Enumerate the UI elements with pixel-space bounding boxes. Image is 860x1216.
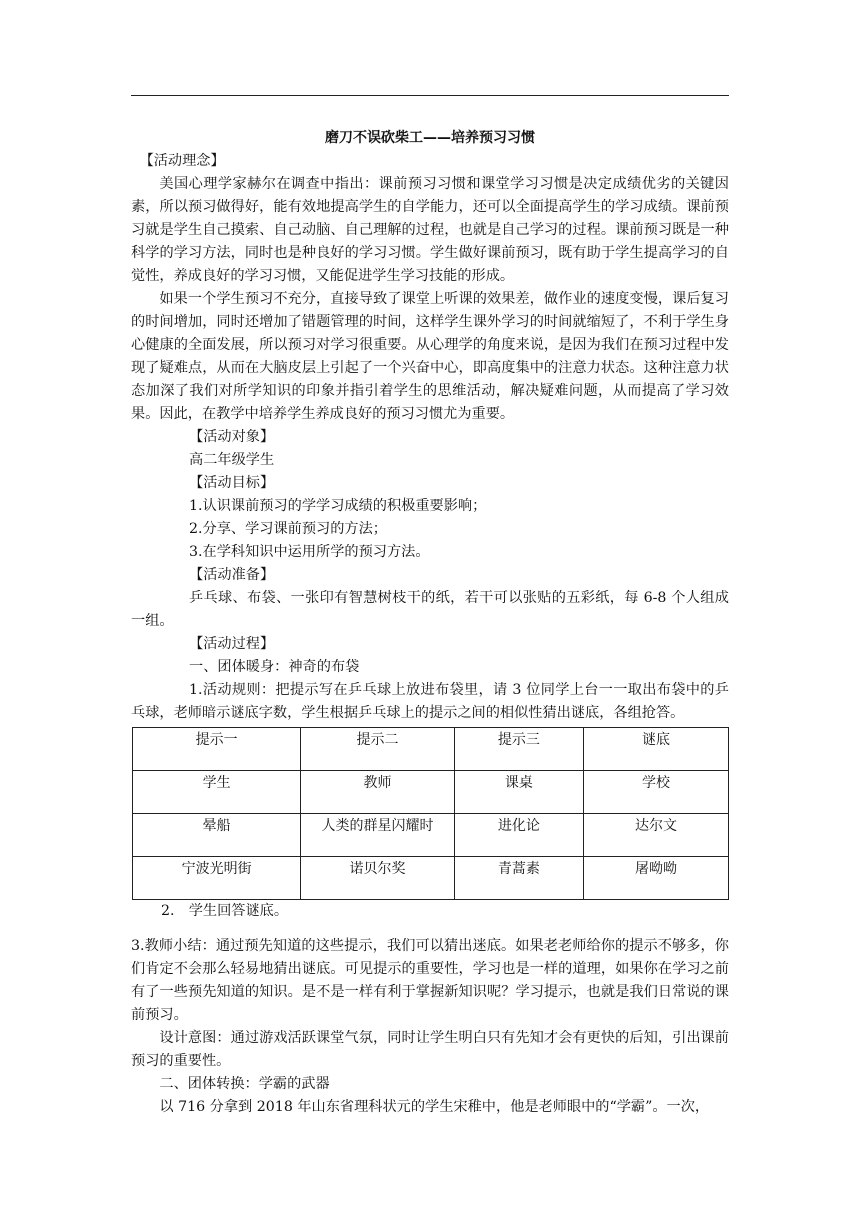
step-3-summary: 3.教师小结：通过预先知道的这些提示，我们可以猜出迷底。如果老老师给你的提示不够多，你们肯定不会那么轻易地猜出谜底。可见提示的重要性，学习也是一样的道理，如果你在学习之前有了一些预先知道的知识。是不是一样有利于掌握新知识呢？学习提示，也就是我们日常说的课前预习。 [131, 938, 729, 1023]
table-cell: 诺贝尔奖 [301, 857, 454, 900]
prep-heading: 【活动准备】 [189, 567, 275, 583]
table-header-row [133, 728, 729, 771]
table-cell: 课桌 [454, 771, 583, 814]
table-cell: 教师 [301, 771, 454, 814]
riddle-table [132, 727, 729, 900]
table-cell: 青蒿素 [454, 857, 583, 900]
table-row [133, 771, 729, 814]
table-row [133, 814, 729, 857]
table-cell: 达尔文 [583, 814, 728, 857]
table-header-cell: 谜底 [583, 728, 728, 771]
table-cell: 学生 [133, 771, 301, 814]
header-rule [131, 95, 729, 96]
document-title: 磨刀不误砍柴工——培养预习习惯 [325, 130, 535, 146]
concept-heading: 【活动理念】 [139, 153, 225, 169]
concept-paragraph-1: 美国心理学家赫尔在调查中指出：课前预习习惯和课堂学习习惯是决定成绩优劣的关键因素，所以预习做得好，能有效地提高学生的自学能力，还可以全面提高学生的学习成绩。课前预习就是学生自己摸索、自己动脑、自己理解的过程，也就是自己学习的过程。课前预习既是一种科学的学习方法，同时也是种良好的学习习惯。学生做好课前预习，既有助于学生提高学习的自觉性，养成良好的学习习惯，又能促进学生学习技能的形成。 [131, 176, 729, 284]
section-1-heading: 一、团体暖身：神奇的布袋 [189, 659, 360, 675]
step-2: 2. 学生回答谜底。 [161, 903, 289, 919]
goal-item: 3.在学科知识中运用所学的预习方法。 [189, 544, 430, 560]
goal-item: 1.认识课前预习的学学习成绩的积极重要影响； [189, 498, 487, 514]
spacer [131, 923, 729, 935]
target-heading: 【活动对象】 [189, 429, 275, 445]
story-paragraph: 以 716 分拿到 2018 年山东省理科状元的学生宋稚中，他是老师眼中的“学霸”。一次， [159, 1099, 710, 1115]
table-cell: 屠呦呦 [583, 857, 728, 900]
table-header-cell: 提示一 [133, 728, 301, 771]
table-cell: 宁波光明街 [133, 857, 301, 900]
table-cell: 晕船 [133, 814, 301, 857]
goals-heading: 【活动目标】 [189, 475, 275, 491]
target-text: 高二年级学生 [189, 452, 275, 468]
table-header-cell: 提示二 [301, 728, 454, 771]
table-header-cell: 提示三 [454, 728, 583, 771]
goal-item: 2.分享、学习课前预习的方法； [189, 521, 387, 537]
table-cell: 学校 [583, 771, 728, 814]
prep-text: 乒乓球、布袋、一张印有智慧树枝干的纸，若干可以张贴的五彩纸，每 6-8 个人组成一组。 [131, 590, 729, 629]
document-body [131, 127, 729, 1119]
process-heading: 【活动过程】 [189, 636, 275, 652]
activity-rule: 1.活动规则：把提示写在乒乓球上放进布袋里，请 3 位同学上台一一取出布袋中的乒乓球，老师暗示谜底字数，学生根据乒乓球上的提示之间的相似性猜出谜底，各组抢答。 [131, 682, 729, 721]
section-2-heading: 二、团体转换：学霸的武器 [159, 1076, 330, 1092]
design-intent: 设计意图：通过游戏活跃课堂气氛，同时让学生明白只有先知才会有更快的后知，引出课前预习的重要性。 [131, 1030, 729, 1069]
table-cell: 进化论 [454, 814, 583, 857]
table-cell: 人类的群星闪耀时 [301, 814, 454, 857]
concept-paragraph-2: 如果一个学生预习不充分，直接导致了课堂上听课的效果差，做作业的速度变慢，课后复习的时间增加，同时还增加了错题管理的时间，这样学生课外学习的时间就缩短了，不利于学生身心健康的全面发展，所以预习对学习很重要。从心理学的角度来说，是因为我们在预习过程中发现了疑难点，从而在大脑皮层上引起了一个兴奋中心，即高度集中的注意力状态。这种注意力状态加深了我们对所学知识的印象并指引着学生的思维活动，解决疑难问题，从而提高了学习效果。因此，在教学中培养学生养成良好的预习习惯尤为重要。 [131, 291, 729, 422]
table-row [133, 857, 729, 900]
